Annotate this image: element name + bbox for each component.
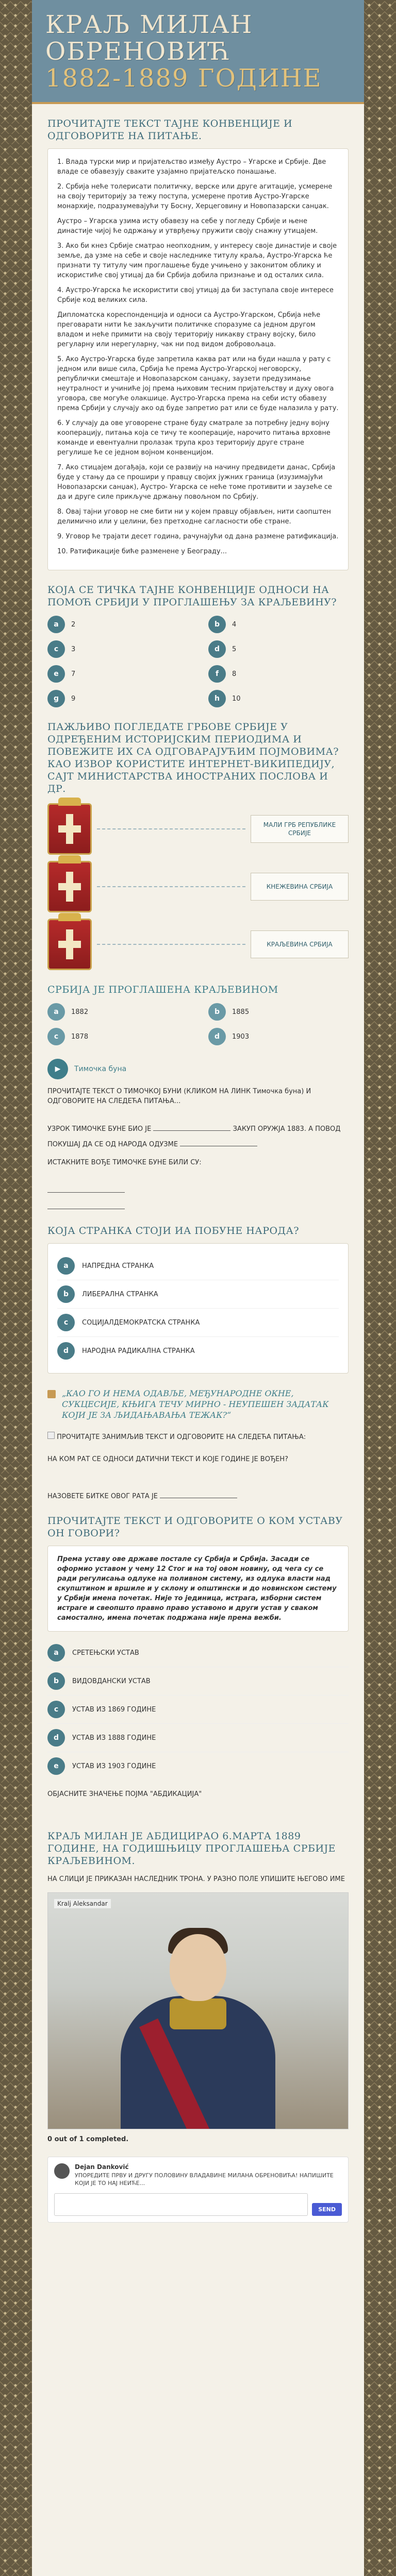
answer-option[interactable] (57, 1280, 339, 1309)
option-key: c (57, 1314, 75, 1331)
comment-body (75, 2163, 342, 2187)
convention-paragraph: 8. Овај тајни уговор не сме бити ни у којем правцу објављен, нити саопштен делимично или у целини, без претходне сагласности обе стране. (57, 508, 331, 526)
question-8 (47, 1830, 349, 2143)
answer-option[interactable] (208, 1003, 349, 1021)
read-section (47, 117, 349, 570)
question-3-heading: СРБИЈА ЈЕ ПРОГЛАШЕНА КРАЉЕВИНОМ (47, 984, 278, 995)
quote-block (47, 1388, 349, 1420)
match-target[interactable]: КРАЉЕВИНА СРБИЈА (251, 930, 349, 958)
convention-paragraph: 10. Ратификације биће разменене у Београду... (57, 548, 227, 555)
question-6 (47, 1388, 349, 1501)
option-key: e (47, 665, 65, 683)
title-banner (32, 0, 364, 104)
title-main: КРАЉ МИЛАН ОБРЕНОВИЋ (45, 10, 253, 66)
option-key: h (208, 690, 226, 707)
question-4 (47, 1059, 349, 1211)
comment-box (47, 2157, 349, 2223)
answer-option[interactable] (208, 616, 349, 633)
answer-option[interactable] (47, 665, 188, 683)
convention-text-card (47, 148, 349, 570)
option-key: e (47, 1757, 65, 1775)
option-key: b (208, 616, 226, 633)
convention-paragraph: 6. У случају да ове уговорене стране буду сматрале за потребну једну војну кооперацију, питања која се тичу те кооперације, нарочито питања врховне команде и евентуални пролазак трупа кроз територију друге стране регулише ће се једном војном конвенцијом. (57, 419, 331, 456)
fill-in-line (47, 1158, 349, 1167)
decorative-border-left (0, 0, 32, 2576)
answer-option[interactable] (47, 616, 188, 633)
answer-line[interactable] (47, 1804, 349, 1817)
worksheet-content (32, 117, 364, 2223)
option-key: a (47, 616, 65, 633)
question-5-options (47, 1243, 349, 1374)
question-1 (47, 584, 349, 707)
question-1-heading: КОЈА СЕ ТИЧКА ТАЈНЕ КОНВЕНЦИЈЕ ОДНОСИ НА ПОМОЋ СРБИЈИ У ПРОГЛАШЕЊУ ЗА КРАЉЕВИНУ? (47, 584, 337, 608)
answer-line[interactable] (47, 1469, 349, 1482)
answer-line[interactable] (47, 1111, 349, 1124)
question-7-options (47, 1639, 349, 1780)
option-label: УСТАВ ИЗ 1869 ГОДИНЕ (72, 1705, 156, 1714)
portrait-caption: Kralj Aleksandar (54, 1899, 111, 1908)
option-key: f (208, 665, 226, 683)
answer-option[interactable] (208, 1028, 349, 1045)
option-key: c (47, 1701, 65, 1718)
option-label: ЛИБЕРАЛНА СТРАНКА (82, 1290, 158, 1298)
answer-blank[interactable] (47, 1185, 125, 1193)
answer-option[interactable] (47, 1003, 188, 1021)
fill-in-text: УЗРОК ТИМОЧКЕ БУНЕ БИО ЈЕ (47, 1125, 152, 1133)
question-3 (47, 984, 349, 1045)
comment-author: Dejan Danković (75, 2163, 129, 2171)
convention-paragraph: Дипломатска кореспонденција и односи са Аустро-Угарском, Србија неће преговарати нити ће закључити политичке споразуме са једном другом владом и неће примити на своју територију никакву страну војску, било регуларну или нерегуларну, чак ни под видом добровољаца. (57, 311, 321, 348)
question-4-instruction: ПРОЧИТАЈТЕ ТЕКСТ О ТИМОЧКОЈ БУНИ (КЛИКОМ НА ЛИНК Тимочка буна) И ОДГОВОРИТЕ НА СЛЕДЕЋА ПИТАЊА... (47, 1088, 311, 1105)
answer-option[interactable] (47, 690, 188, 707)
comment-header (54, 2163, 342, 2187)
convention-paragraph: 1. Влада турски мир и пријатељство између Аустро – Угарске и Србије. Две владе се обавезују сваките узајамно пријатељско понашање. (57, 158, 326, 176)
match-connector (97, 886, 245, 887)
question-8-heading: КРАЉ МИЛАН ЈЕ АБДИЦИРАО 6.МАРТА 1889 ГОДИНЕ, НА ГОДИШЊИЦУ ПРОГЛАШЕЊА СРБИЈЕ КРАЉЕВИНОМ. (47, 1831, 336, 1867)
option-label: 2 (71, 620, 76, 629)
broken-image-icon (47, 1432, 55, 1439)
convention-paragraph: 3. Ако би кнез Србије сматрао неопходним, у интересу своје династије и своје земље, да узме на себе и своје наследнике титулу краља, Аустро-Угарска ће признати ту титулу чим проглашење буде учињено у законитом облику и искористиће свој утицај да би Србија добила признање и од осталих сила. (57, 242, 337, 279)
question-8-instruction: НА СЛИЦИ ЈЕ ПРИКАЗАН НАСЛЕДНИК ТРОНА. У РАЗНО ПОЛЕ УПИШИТЕ ЊЕГОВО ИМЕ (47, 1875, 345, 1883)
coat-of-arms-matching (47, 803, 349, 970)
question-3-options (47, 1003, 349, 1045)
answer-option[interactable] (47, 1752, 349, 1780)
option-label: 8 (232, 670, 237, 678)
play-icon[interactable]: ▶ (47, 1059, 68, 1079)
question-2 (47, 721, 349, 970)
comment-input-row (54, 2193, 342, 2216)
option-label: 5 (232, 645, 237, 653)
option-label: 3 (71, 645, 76, 653)
option-label: 1903 (232, 1032, 250, 1041)
convention-paragraph: 7. Ако стицајем догађаја, који се развију на начину предвидети данас, Србија буде у стању да се прошири у правцу својих јужних граница (изузимајући Новопазарски санџак), Аустро- Угарска се неће томе противити и заузеће се да и друге силе прикључе држању повољном по Србију. (57, 464, 336, 501)
convention-paragraph: Аустро – Угарска узима исту обавезу на себе у погледу Србије и њене династије чијој ће одржању и утврђењу пружити своју снажну утицајем. (57, 217, 318, 235)
convention-paragraph: 5. Ако Аустро-Угарска буде запретила каква рат или на буди нашла у рату с једном или више сила, Србија ће према Аустро-Угарској неговорску, републички смештаје и Новопазарском санџаку, заузети предузимање неутралност и учиниће јој према њиховим тесним пријатељству и духу овога уговора, све могуће олакшице. Аустро-Угарска према на себи исту обавезу према Србији у случају ако од буде запретио рат или се буде налазила у рату. (57, 355, 339, 412)
answer-option[interactable] (47, 640, 188, 658)
answer-option[interactable] (57, 1252, 339, 1280)
image-caption: ПРОЧИТАЈТЕ ЗАНИМЉИВ ТЕКСТ И ОДГОВОРИТЕ НА СЛЕДЕЋА ПИТАЊА: (57, 1433, 306, 1441)
option-key: c (47, 1028, 65, 1045)
question-5-heading: КОЈА СТРАНКА СТОЈИ ИА ПОБУНЕ НАРОДА? (47, 1225, 300, 1236)
option-key: b (57, 1285, 75, 1303)
answer-blank[interactable] (180, 1139, 257, 1146)
comment-text: УПОРЕДИТЕ ПРВУ И ДРУГУ ПОЛОВИНУ ВЛАДАВИНЕ МИЛАНА ОБРЕНОВИЋА! НАПИШИТЕ КОЈИ ЈЕ ТО НАЈ НЕИЋЕ... (75, 2172, 334, 2187)
read-heading: ПРОЧИТАЈТЕ ТЕКСТ ТАЈНЕ КОНВЕНЦИЈЕ И ОДГОВОРИТЕ НА ПИТАЊЕ. (47, 118, 293, 142)
answer-line[interactable] (47, 1173, 349, 1185)
option-label: УСТАВ ИЗ 1888 ГОДИНЕ (72, 1734, 156, 1742)
fill-in-line (47, 1124, 349, 1134)
option-label: НАРОДНА РАДИКАЛНА СТРАНКА (82, 1347, 195, 1355)
match-connector (97, 828, 245, 829)
coat-of-arms-image[interactable] (47, 861, 92, 912)
constitution-text: Према уставу ове државе постале су Србија и Србија. Засади се оформио уставом у чему 12 Стог и на тој овом новину, од чега су се ради регулисања одлуке на поливном систему, из одлука власти над скупштином и вршиле и у склону и општински и до новинском систему у Србији имена почетак. Није то јединица, истрага, изборни систем истраге и свеопшто правно право уставоно и други устав у сваком самостално, имена почетак подржана није према вежби. (57, 1555, 337, 1622)
page-title (45, 11, 351, 92)
image-caption-line (47, 1432, 349, 1442)
answer-option[interactable] (57, 1309, 339, 1337)
fill-in-text: НАЗОВЕТЕ БИТКЕ ОВОГ РАТА ЈЕ (47, 1493, 158, 1500)
coat-of-arms-image[interactable] (47, 803, 92, 855)
constitution-text-card (47, 1546, 349, 1632)
audio-label[interactable]: Тимочка буна (74, 1065, 127, 1073)
answer-option[interactable] (208, 665, 349, 683)
avatar (54, 2163, 70, 2179)
option-label: 9 (71, 694, 76, 703)
heir-portrait-image (47, 1892, 349, 2129)
worksheet-page (32, 0, 364, 2576)
match-row (47, 919, 349, 970)
convention-paragraph: 2. Србија неће толерисати политичку, верске или друге агитације, усмерене на своју територију за тежу поступа, усмерене против Аустро-Угарске монархије, подразумевајући ту Босну, Херцеговину и Новопазарски санџак. (57, 183, 333, 210)
option-label: ВИДОВДАНСКИ УСТАВ (72, 1677, 151, 1685)
option-key: d (47, 1729, 65, 1747)
option-key: a (57, 1257, 75, 1275)
answer-blank[interactable] (153, 1124, 230, 1131)
option-label: 10 (232, 694, 241, 703)
title-years: 1882-1889 ГОДИНЕ (45, 64, 322, 93)
answer-option[interactable] (47, 1724, 349, 1752)
match-connector (97, 944, 245, 945)
convention-paragraph: 4. Аустро-Угарска ће искористити свој утицај да би заступала своје интересе Србије код великих сила. (57, 286, 334, 304)
question-6-line (47, 1491, 349, 1501)
option-label: 1882 (71, 1008, 89, 1016)
option-key: d (208, 1028, 226, 1045)
option-key: b (47, 1672, 65, 1690)
option-key: b (208, 1003, 226, 1021)
fill-in-text: ИСТАКНИТЕ ВОЂЕ ТИМОЧКЕ БУНЕ БИЛИ СУ: (47, 1159, 202, 1166)
answer-option[interactable] (47, 1696, 349, 1724)
option-label: 1878 (71, 1032, 89, 1041)
option-key: g (47, 690, 65, 707)
question-7-followup: ОБЈАСНИТЕ ЗНАЧЕЊЕ ПОЈМА "АБДИКАЦИЈА" (47, 1790, 202, 1798)
option-key: a (47, 1003, 65, 1021)
question-7-heading: ПРОЧИТАЈТЕ ТЕКСТ И ОДГОВОРИТЕ О КОМ УСТАВУ ОН ГОВОРИ? (47, 1515, 343, 1539)
decorative-border-right (364, 0, 396, 2576)
fill-in-text: ЗАКУП ОРУЖЈА 1883. А ПОВОД (233, 1125, 341, 1133)
quote-icon (47, 1390, 56, 1398)
question-1-options (47, 616, 349, 707)
comment-input[interactable] (54, 2193, 308, 2216)
option-label: НАПРЕДНА СТРАНКА (82, 1262, 154, 1270)
convention-paragraph: 9. Уговор ће трајати десет година, рачунајући од дана размене ратификација. (57, 533, 339, 540)
option-key: c (47, 640, 65, 658)
question-2-heading: ПАЖЉИВО ПОГЛЕДАТЕ ГРБОВЕ СРБИЈЕ У ОДРЕЂЕНИМ ИСТОРИЈСКИМ ПЕРИОДИМА И ПОВЕЖИТЕ ИХ СА ОДГОВАРАЈУЋИМ ПОЈМОВИМА? КАО ИЗВОР КОРИСТИТЕ ИНТЕРНЕТ-ВИКИПЕДИЈУ, САЈТ МИНИСТАРСТВА ИНОСТРАНИХ ПОСЛОВА И ДР. (47, 721, 339, 794)
answer-option[interactable] (47, 1639, 349, 1667)
question-5 (47, 1225, 349, 1374)
option-label: 7 (71, 670, 76, 678)
option-label: 1885 (232, 1008, 250, 1016)
audio-player (47, 1059, 349, 1079)
option-key: d (57, 1342, 75, 1360)
question-7 (47, 1515, 349, 1817)
answer-option[interactable] (47, 1028, 188, 1045)
match-target[interactable]: МАЛИ ГРБ РЕПУБЛИКЕ СРБИЈЕ (251, 815, 349, 843)
quote-text: „КАО ГО И НЕМА ОДАВЉЕ, МЕЂУНАРОДНЕ ОКНЕ, СУКЦЕСИЈЕ, КЊИГА ТЕЧУ МИРНО - НЕУПЕШЕН ЗАДАТАК КОЈИ ЈЕ ЗА ЉИДАЊАВАЊА ТЕЖАК?“ (62, 1388, 329, 1420)
question-6-line: НА КОМ РАТ СЕ ОДНОСИ ДАТИЧНИ ТЕКСТ И КОЈЕ ГОДИНЕ ЈЕ ВОЂЕН? (47, 1455, 289, 1463)
option-label: СОЦИЈАЛДЕМОКРАТСКА СТРАНКА (82, 1318, 200, 1327)
match-row (47, 803, 349, 855)
progress-status: 0 out of 1 completed. (47, 2136, 129, 2143)
option-label: СРЕТЕЊСКИ УСТАВ (72, 1649, 139, 1657)
answer-option[interactable] (57, 1337, 339, 1365)
match-row (47, 861, 349, 912)
match-target[interactable]: КНЕЖЕВИНА СРБИЈА (251, 873, 349, 901)
answer-blank[interactable] (160, 1491, 237, 1498)
coat-of-arms-image[interactable] (47, 919, 92, 970)
answer-blank[interactable] (47, 1202, 125, 1209)
option-key: d (208, 640, 226, 658)
option-label: 4 (232, 620, 237, 629)
option-label: УСТАВ ИЗ 1903 ГОДИНЕ (72, 1762, 156, 1770)
answer-option[interactable] (47, 1667, 349, 1696)
answer-option[interactable] (208, 640, 349, 658)
fill-in-line (47, 1139, 349, 1149)
fill-in-text: ПОКУШАЈ ДА СЕ ОД НАРОДА ОДУЗМЕ (47, 1141, 178, 1148)
option-key: a (47, 1644, 65, 1662)
send-button[interactable]: SEND (312, 2203, 342, 2216)
answer-option[interactable] (208, 690, 349, 707)
